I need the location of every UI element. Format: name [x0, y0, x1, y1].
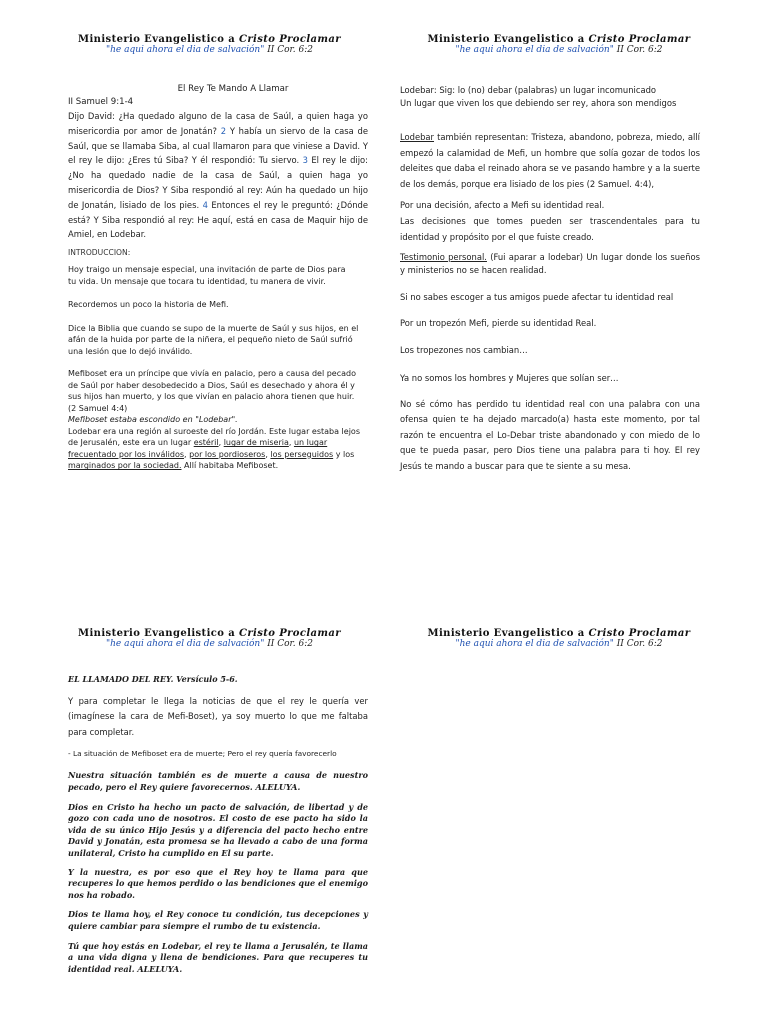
decision-line: Por una decisión, afecto a Mefi su identidad real.: [400, 200, 605, 211]
bold-paragraph-2: Dios en Cristo ha hecho un pacto de salvación, de libertad y de gozo con cada uno de nosotros. El costo de ese pacto ha sido la vida de su único Hijo Jesús y a diferencia del pacto hecho entre David y Jonatán, esta promesa se ha llevado a cabo de una forma unilateral, Cristo ha cumplido en El su parte.: [68, 801, 368, 858]
page-2: [400, 34, 700, 471]
bold-paragraph-3: Y la nuestra, es por eso que el Rey hoy te llama para que recuperes lo que hemos perdido o las bendiciones que el enemigo nos ha robado.: [68, 866, 368, 900]
llamado-paragraph: Y para completar le llega la noticias de que el rey le quería ver (imagínese la cara de Mefi-Boset), ya soy muerto lo que me faltaba para completar.: [68, 695, 368, 737]
page-header: [400, 34, 718, 56]
tropezones-line: Los tropezones nos cambian…: [400, 345, 528, 356]
situacion-line: - La situación de Mefiboset era de muerte; Pero el rey quería favorecerlo: [68, 749, 337, 759]
page-3: [68, 628, 383, 974]
intro-heading: INTRODUCCION:: [68, 248, 131, 258]
bold-paragraph-1: Nuestra situación también es de muerte a causa de nuestro pecado, pero el Rey quiere favorecernos. ALELUYA.: [68, 770, 368, 792]
tagline: "he aqui ahora el dia de salvación" II Cor. 6:2: [105, 45, 314, 55]
lodebar-meaning: Lodebar: Sig: lo (no) debar (palabras) un lugar incomunicado: [400, 85, 657, 95]
tagline: "he aqui ahora el dia de salvación" II Cor. 6:2: [455, 639, 663, 649]
bold-paragraph-5: Tú que hoy estás en Lodebar, el rey te llama a Jerusalén, te llama a una vida digna y llena de bendiciones. Para que recuperes tu identidad real. ALELUYA.: [68, 940, 368, 974]
amigos-line: Si no sabes escoger a tus amigos puede afectar tu identidad real: [400, 292, 674, 303]
ministry-name: Ministerio Evangelistico a Cristo Proclamar: [427, 34, 691, 45]
ministry-name: Ministerio Evangelistico a Cristo Proclamar: [78, 628, 341, 639]
verse-reference: II Samuel 9:1-4: [68, 97, 134, 107]
escondido-line: Mefiboset estaba escondido en "Lodebar".: [68, 415, 238, 425]
ya-no-line: Ya no somos los hombres y Mujeres que solían ser…: [400, 372, 619, 383]
page-1: [68, 34, 383, 471]
mefiboset-paragraph: Mefiboset era un príncipe que vivía en palacio, pero a causa del pecado de Saúl por haber desobedecido a Dios, Saúl es desechado y ahora él y sus hijos han muerto, y los que vivían en palacio ahora tienen que huir.: [68, 369, 357, 402]
sermon-title: El Rey Te Mando A Llamar: [177, 84, 289, 94]
lodebar-paragraph: Lodebar era una región al suroeste del río Jordán. Este lugar estaba lejos de Jerusalén, este era un lugar estéril, lugar de miseria, un lugar frecuentado por los inválidos, por los pordioseros, los perseguidos y los marginados por la sociedad. Allí habitaba Mefiboset.: [68, 426, 360, 471]
section-heading: EL LLAMADO DEL REY. Versículo 5-6.: [68, 674, 238, 684]
page-header: [68, 628, 351, 650]
lodebar-represents: Lodebar también representan: Tristeza, abandono, pobreza, miedo, allí empezó la calamidad de Mefi, un hombre que solía gozar de todos los deleites que daba el reinado ahora se ve pasando hambre y a la suerte de los demás, porque era lisiado de los pies (2 Samuel. 4:4),: [400, 132, 700, 189]
tropezon-line: Por un tropezón Mefi, pierde su identidad Real.: [400, 317, 597, 328]
no-se-paragraph: No sé cómo has perdido tu identidad real con una palabra con una ofensa quien te ha dejado marcado(a) hasta este momento, por tal razón te encuentra el Lo-Debar triste abandonado y con miedo de lo que te pueda pasar, pero Dios tiene una palabra para ti hoy. El rey Jesús te mando a buscar para que te siente a su mesa.: [400, 398, 700, 471]
page-4: [400, 628, 715, 650]
testimonio-paragraph: Testimonio personal. (Fui aparar a lodebar) Un lugar donde los sueños y ministerios no se hacen realidad.: [400, 252, 700, 276]
samuel-ref: (2 Samuel 4:4): [68, 403, 128, 413]
decisions-paragraph: Las decisiones que tomes pueden ser trascendentales para tu identidad y propósito por el que fuiste creado.: [400, 215, 700, 242]
intro-paragraph: Hoy traigo un mensaje especial, una invitación de parte de Dios para tu vida. Un mensaje que tocara tu identidad, tu manera de vivir.: [68, 265, 346, 286]
page-header: [68, 34, 351, 56]
recordemos-paragraph: Recordemos un poco la historia de Mefi.: [68, 300, 229, 310]
page-header: [400, 628, 718, 650]
biblia-paragraph: Dice la Biblia que cuando se supo de la muerte de Saúl y sus hijos, en el afán de la huida por parte de la niñera, el pequeño nieto de Saúl sufrió una lesión que lo dejó inválido.: [68, 323, 359, 356]
ministry-name: Ministerio Evangelistico a Cristo Proclamar: [78, 34, 341, 45]
bold-paragraph-4: Dios te llama hoy, el Rey conoce tu condición, tus decepciones y quiere cambiar para siempre el rumbo de tu existencia.: [68, 909, 368, 931]
scripture-passage: Dijo David: ¿Ha quedado alguno de la casa de Saúl, a quien haga yo misericordia por amor de Jonatán? 2 Y había un siervo de la casa de Saúl, que se llamaba Siba, al cual llamaron para que viniese a David. Y el rey le dijo: ¿Eres tú Siba? Y él respondió: Tu siervo. 3 El rey le dijo: ¿No ha quedado nadie de la casa de Saúl, a quien haga yo misericordia de Dios? Y Siba respondió al rey: Aún ha quedado un hijo de Jonatán, lisiado de los pies. 4 Entonces el rey le preguntó: ¿Dónde está? Y Siba respondió al rey: He aquí, está en casa de Maquir hijo de Amiel, en Lodebar.: [68, 111, 368, 240]
lodebar-definition: Un lugar que viven los que debiendo ser rey, ahora son mendigos: [400, 98, 677, 108]
tagline: "he aqui ahora el dia de salvación" II Cor. 6:2: [455, 45, 663, 55]
ministry-name: Ministerio Evangelistico a Cristo Proclamar: [427, 628, 691, 639]
tagline: "he aqui ahora el dia de salvación" II Cor. 6:2: [105, 639, 314, 649]
